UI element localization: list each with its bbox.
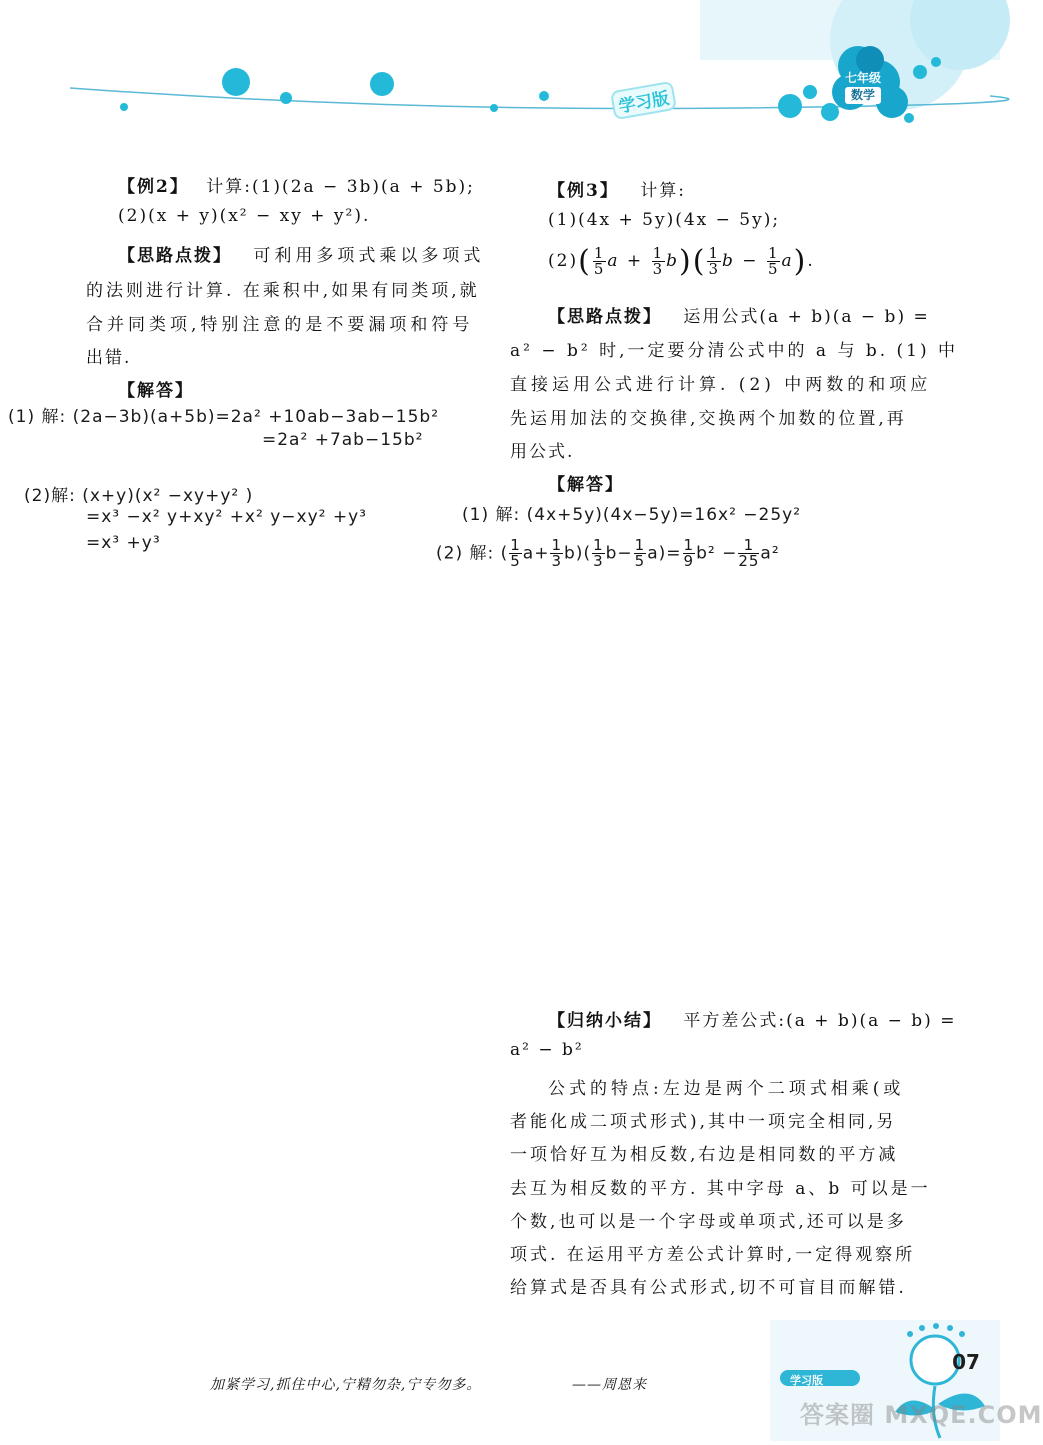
frac-numerator: 1 — [593, 244, 606, 262]
ex3-hint-text-1: 直接运用公式进行计算. (2) 中两数的和项应 — [510, 375, 932, 395]
ex3-fraction-1-3-b — [707, 246, 721, 277]
ex3-var-a-1: a — [607, 251, 620, 271]
frac-numerator: 1 — [634, 536, 646, 554]
grade-label — [845, 70, 881, 104]
sol-fraction-1-25 — [738, 538, 759, 569]
ex3-fraction-1-5-a — [593, 246, 607, 277]
frac-denominator: 3 — [593, 552, 604, 570]
ex3-problem2 — [548, 244, 815, 279]
ex3-problem1: (1)(4x + 5y)(4x − 5y); — [548, 210, 781, 230]
footer-tag: 学习版 — [790, 1374, 823, 1387]
ex2-hint-text-3: 出错. — [86, 348, 132, 368]
frac-numerator: 1 — [593, 536, 604, 554]
sol-fraction-1-3 — [550, 538, 563, 569]
ex3-fraction-1-5-b — [767, 246, 781, 277]
summary-text-5: 项式. 在运用平方差公式计算时,一定得观察所 — [510, 1245, 916, 1265]
ex3-solution1: (1) 解: (4x+5y)(4x−5y)=16x² −25y² — [462, 505, 802, 525]
summary-line1 — [548, 1006, 956, 1031]
ex3-hint-text-3: 用公式. — [510, 442, 575, 462]
frac-numerator: 1 — [738, 538, 759, 554]
frac-denominator: 5 — [767, 260, 780, 278]
ex3-answer-label: 【解答】 — [548, 475, 624, 495]
ex2-solution2-line3: =x³ +y³ — [86, 533, 161, 553]
page-number: 07 — [952, 1350, 980, 1374]
summary-text-0: 公式的特点:左边是两个二项式相乘(或 — [548, 1079, 905, 1099]
summary-text-4: 个数,也可以是一个字母或单项式,还可以是多 — [510, 1212, 907, 1232]
ex2-answer-label: 【解答】 — [118, 381, 194, 401]
ex3-var-a-2: a — [781, 251, 794, 271]
summary-label: 【归纳小结】 — [548, 1011, 662, 1031]
ex3-var-b-1: b — [666, 251, 679, 271]
ex2-hint-text-2: 合并同类项,特别注意的是不要漏项和符号 — [86, 315, 474, 335]
ex3-hint-line1 — [548, 302, 930, 327]
ex2-line1 — [118, 172, 475, 197]
ex3-sol2-prefix: (2) 解: ( — [436, 543, 509, 564]
ex3-period: . — [807, 251, 815, 271]
ex3-hint-text-0: a² − b² 时,一定要分清公式中的 a 与 b. (1) 中 — [510, 341, 959, 361]
ex3-sol2-f: a² — [760, 543, 780, 564]
ex3-solution2 — [436, 538, 780, 569]
ex3-paren-close-2: ) — [793, 244, 808, 279]
summary-text-6: 给算式是否具有公式形式,切不可盲目而解错. — [510, 1278, 907, 1298]
ex3-paren-open-2: ( — [692, 244, 707, 279]
footer-quote: 加紧学习,抓住中心,宁精勿杂,宁专勿多。 — [210, 1377, 482, 1393]
summary-first: 平方差公式:(a + b)(a − b) = — [683, 1011, 957, 1031]
frac-numerator: 1 — [551, 536, 563, 554]
ex2-solution1-line1: (1) 解: (2a−3b)(a+5b)=2a² +10ab−3ab−15b² — [8, 407, 440, 427]
ex3-hint-label: 【思路点拨】 — [548, 307, 662, 327]
ex2-solution1-line2: =2a² +7ab−15b² — [262, 430, 424, 450]
frac-numerator: 1 — [510, 536, 521, 554]
ex3-plus: + — [626, 251, 644, 271]
ex3-problem2-prefix: (2) — [548, 251, 579, 271]
sol-fraction-1-5-b — [634, 538, 647, 569]
frac-numerator: 1 — [767, 244, 780, 262]
ex3-line1 — [548, 176, 686, 201]
frac-denominator: 25 — [738, 552, 760, 570]
frac-numerator: 1 — [652, 244, 665, 262]
ex3-minus: − — [742, 251, 759, 271]
watermark: 答案圈 MXQE.COM — [800, 1401, 1043, 1429]
frac-denominator: 3 — [551, 552, 563, 570]
ex2-solution2-line2: =x³ −x² y+xy² +x² y−xy² +y³ — [86, 507, 367, 527]
grade-top: 七年级 — [845, 71, 882, 85]
summary-text-2: 一项恰好互为相反数,右边是相同数的平方减 — [510, 1145, 899, 1165]
sol-fraction-1-5 — [509, 538, 522, 569]
ex3-sol2-c: b− — [605, 543, 633, 564]
ex2-hint-text-1: 的法则进行计算. 在乘积中,如果有同类项,就 — [86, 281, 480, 301]
ex2-problem1: 计算:(1)(2a − 3b)(a + 5b); — [206, 177, 475, 197]
frac-denominator: 3 — [708, 260, 720, 278]
ex2-hint-label: 【思路点拨】 — [118, 246, 232, 266]
frac-denominator: 5 — [634, 552, 646, 570]
ex2-hint-text-0: 可利用多项式乘以多项式 — [253, 246, 485, 266]
ex3-sol2-b: b)( — [564, 543, 592, 564]
frac-denominator: 9 — [683, 552, 695, 570]
summary-text-3: 去互为相反数的平方. 其中字母 a、b 可以是一 — [510, 1179, 931, 1199]
ex3-label: 【例3】 — [548, 181, 619, 201]
sol-fraction-1-9 — [683, 538, 696, 569]
summary-second: a² − b² — [510, 1040, 584, 1060]
ex3-paren-close-1: ) — [679, 244, 693, 279]
frac-denominator: 5 — [510, 552, 521, 570]
ex3-hint-first: 运用公式(a + b)(a − b) = — [683, 307, 930, 327]
ex3-var-b-2: b — [721, 251, 735, 271]
ex2-problem2: (2)(x + y)(x² − xy + y²). — [118, 206, 371, 226]
frac-denominator: 3 — [652, 260, 665, 278]
ex3-sol2-e: b² − — [696, 543, 738, 564]
ex2-label: 【例2】 — [118, 177, 189, 197]
frac-numerator: 1 — [683, 536, 695, 554]
sol-fraction-1-3-b — [592, 538, 605, 569]
ex2-solution2-line1: (2)解: (x+y)(x² −xy+y² ) — [24, 486, 254, 506]
ex3-sol2-d: a)= — [647, 543, 682, 564]
ex3-fraction-1-3-a — [652, 246, 666, 277]
frac-numerator: 1 — [708, 244, 720, 262]
ex2-hint-line1 — [118, 241, 484, 266]
footer-author: ——周恩来 — [572, 1377, 647, 1393]
frac-denominator: 5 — [593, 260, 606, 278]
ex3-hint-text-2: 先运用加法的交换律,交换两个加数的位置,再 — [510, 409, 907, 429]
header-badge-text: 学习版 — [617, 88, 671, 118]
ex3-paren-open-1: ( — [578, 244, 592, 279]
grade-bottom: 数学 — [845, 87, 881, 104]
ex3-calc: 计算: — [640, 181, 686, 201]
ex3-sol2-a: a+ — [522, 543, 550, 564]
summary-text-1: 者能化成二项式形式),其中一项完全相同,另 — [510, 1112, 897, 1132]
